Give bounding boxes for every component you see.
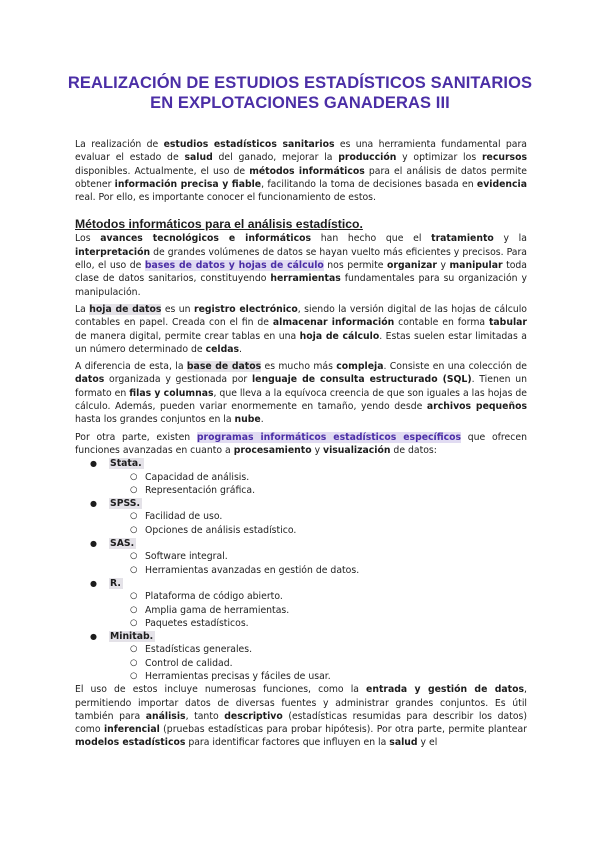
text: A diferencia de esta, la xyxy=(75,361,187,373)
text: y la xyxy=(493,233,527,245)
bold-text: producción xyxy=(338,152,397,164)
text: , siendo la versión digital de las hojas de cálculo contables en papel. Creada con el fin de xyxy=(75,303,527,329)
text: , permitiendo importar datos de diversas fuentes y administrar grandes conjuntos. Es útil también para xyxy=(75,684,527,722)
bold-text: tratamiento xyxy=(431,233,494,245)
bold-text: nube xyxy=(234,414,261,426)
text: La xyxy=(75,303,90,315)
text: del ganado, mejorar la xyxy=(212,152,339,164)
text: Por otra parte, existen xyxy=(75,431,197,443)
list-item: ○ Capacidad de análisis. xyxy=(109,471,527,484)
bold-text: registro electrónico xyxy=(193,303,298,315)
bold-text: análisis xyxy=(145,710,186,722)
list-item xyxy=(75,630,527,683)
highlighted-term: programas informáticos estadísticos específicos xyxy=(196,431,462,443)
text: y xyxy=(311,444,324,456)
software-name: Minitab. xyxy=(110,631,154,643)
paragraph-hoja-de-datos xyxy=(75,303,527,356)
text: . Estas suelen estar limitadas a un número determinado de xyxy=(75,330,527,355)
intro-paragraph xyxy=(75,138,527,204)
bold-text: interpretación xyxy=(75,246,151,258)
software-name: SAS. xyxy=(110,538,135,550)
highlighted-term: base de datos xyxy=(186,361,262,373)
feature-list xyxy=(109,471,527,498)
bold-text: salud xyxy=(184,152,213,164)
list-item: ○ Control de calidad. xyxy=(109,657,527,670)
list-item: ○ Herramientas precisas y fáciles de usar. xyxy=(109,670,527,683)
bold-text: estudios estadísticos sanitarios xyxy=(163,139,335,150)
text: de manera digital, permite crear tablas en una xyxy=(75,330,300,342)
text: han hecho que el xyxy=(311,233,432,245)
bold-text: lenguaje de consulta estructurado (SQL) xyxy=(251,374,472,386)
text: y xyxy=(436,260,450,272)
bold-text: evidencia xyxy=(476,178,527,190)
bold-text: modelos estadísticos xyxy=(75,737,186,749)
document-body xyxy=(75,138,527,750)
feature-list xyxy=(109,550,527,577)
list-item: ○ Paquetes estadísticos. xyxy=(109,617,527,630)
bold-text: filas y columnas xyxy=(129,387,214,399)
paragraph-usos xyxy=(75,683,527,749)
software-list xyxy=(75,457,527,683)
list-item xyxy=(75,577,527,630)
bold-text: inferencial xyxy=(103,724,160,736)
software-name: Stata. xyxy=(110,458,142,470)
list-item: ○ Facilidad de uso. xyxy=(109,510,527,523)
bold-text: entrada y gestión de datos xyxy=(366,684,525,696)
paragraph-programas xyxy=(75,431,527,458)
text: y optimizar los xyxy=(396,152,482,164)
text: real. Por ello, es importante conocer el funcionamiento de estos. xyxy=(75,192,376,204)
text: . xyxy=(260,414,264,426)
bold-text: descriptivo xyxy=(224,710,283,722)
text: disponibles. Actualmente, el uso de xyxy=(75,165,250,177)
text: toda clase de datos sanitarios, constituyendo xyxy=(75,260,528,285)
bold-text: compleja xyxy=(336,361,384,373)
bold-text: organizar xyxy=(387,260,437,272)
text: para el análisis de datos permite obtener xyxy=(75,165,527,190)
page-title: REALIZACIÓN DE ESTUDIOS ESTADÍSTICOS SANITARIOS EN EXPLOTACIONES GANADERAS III xyxy=(67,74,533,112)
list-item: ○ Herramientas avanzadas en gestión de datos. xyxy=(109,564,527,577)
text: es mucho más xyxy=(261,361,337,373)
text: de datos: xyxy=(390,444,437,456)
list-item xyxy=(75,457,527,497)
bold-text: almacenar información xyxy=(272,317,395,329)
section-heading: Métodos informáticos para el análisis estadístico. xyxy=(75,217,363,232)
text: . Tienen un formato en xyxy=(75,374,527,399)
text: La realización de xyxy=(75,139,164,150)
highlighted-term: bases de datos y hojas de cálculo xyxy=(144,260,324,272)
text: . Consiste en una colección de xyxy=(383,361,528,373)
text: El uso de estos incluye numerosas funciones, como la xyxy=(75,684,367,696)
text: , facilitando la toma de decisiones basada en xyxy=(261,178,477,190)
list-item: ○ Amplia gama de herramientas. xyxy=(109,604,527,617)
highlighted-term: hoja de datos xyxy=(89,303,162,315)
software-name: SPSS. xyxy=(110,498,141,510)
list-item xyxy=(75,537,527,577)
software-name: R. xyxy=(110,577,121,589)
bold-text: visualización xyxy=(323,444,391,456)
text: . xyxy=(239,343,242,355)
text: Los xyxy=(75,233,101,245)
text: para identificar factores que influyen en la xyxy=(185,737,390,749)
text: de grandes volúmenes de datos se hayan vuelto más eficientes y precisos. Para ello, el uso de xyxy=(75,246,527,272)
list-item: ○ Representación gráfica. xyxy=(109,484,527,497)
bold-text: recursos xyxy=(481,152,528,164)
bold-text: procesamiento xyxy=(233,444,312,456)
bold-text: celdas xyxy=(205,343,240,355)
text: , tanto xyxy=(185,710,225,722)
bold-text: avances tecnológicos e informáticos xyxy=(100,233,312,245)
feature-list xyxy=(109,510,527,537)
bold-text: archivos pequeños xyxy=(426,401,527,413)
list-item: ○ Software integral. xyxy=(109,550,527,563)
text: contable en forma xyxy=(394,317,489,329)
bold-text: tabular xyxy=(488,317,527,329)
paragraph-base-de-datos xyxy=(75,360,527,426)
text: y el xyxy=(417,737,438,749)
text: que ofrecen funciones avanzadas en cuanto a xyxy=(75,431,527,456)
feature-list xyxy=(109,590,527,630)
bold-text: métodos informáticos xyxy=(249,165,365,177)
text: (pruebas estadísticas para probar hipótesis). Por otra parte, permite plantear xyxy=(159,724,527,736)
bold-text: hoja de cálculo xyxy=(299,330,380,342)
feature-list xyxy=(109,643,527,683)
list-item xyxy=(75,497,527,537)
text: es un xyxy=(161,303,194,315)
bold-text: manipular xyxy=(449,260,503,272)
bold-text: salud xyxy=(389,737,418,749)
text: es una herramienta fundamental para evaluar el estado de xyxy=(75,139,528,164)
text: organizada y gestionada por xyxy=(104,374,252,386)
list-item: ○ Opciones de análisis estadístico. xyxy=(109,524,527,537)
text: hasta los grandes conjuntos en la xyxy=(75,414,235,426)
list-item: ○ Estadísticas generales. xyxy=(109,643,527,656)
text: , que lleva a la equívoca creencia de que son iguales a las hojas de cálculo. Además, pueden variar enormemente en tamaño, yendo desde xyxy=(75,387,527,413)
bold-text: herramientas xyxy=(270,273,341,285)
text: nos permite xyxy=(323,260,387,272)
bold-text: información precisa y fiable xyxy=(114,178,262,190)
list-item: ○ Plataforma de código abierto. xyxy=(109,590,527,603)
bold-text: datos xyxy=(75,374,105,386)
text: fundamentales para su organización y manipulación. xyxy=(75,273,527,298)
paragraph-avances xyxy=(75,232,527,298)
text: (estadísticas resumidas para describir los datos) como xyxy=(75,710,527,736)
